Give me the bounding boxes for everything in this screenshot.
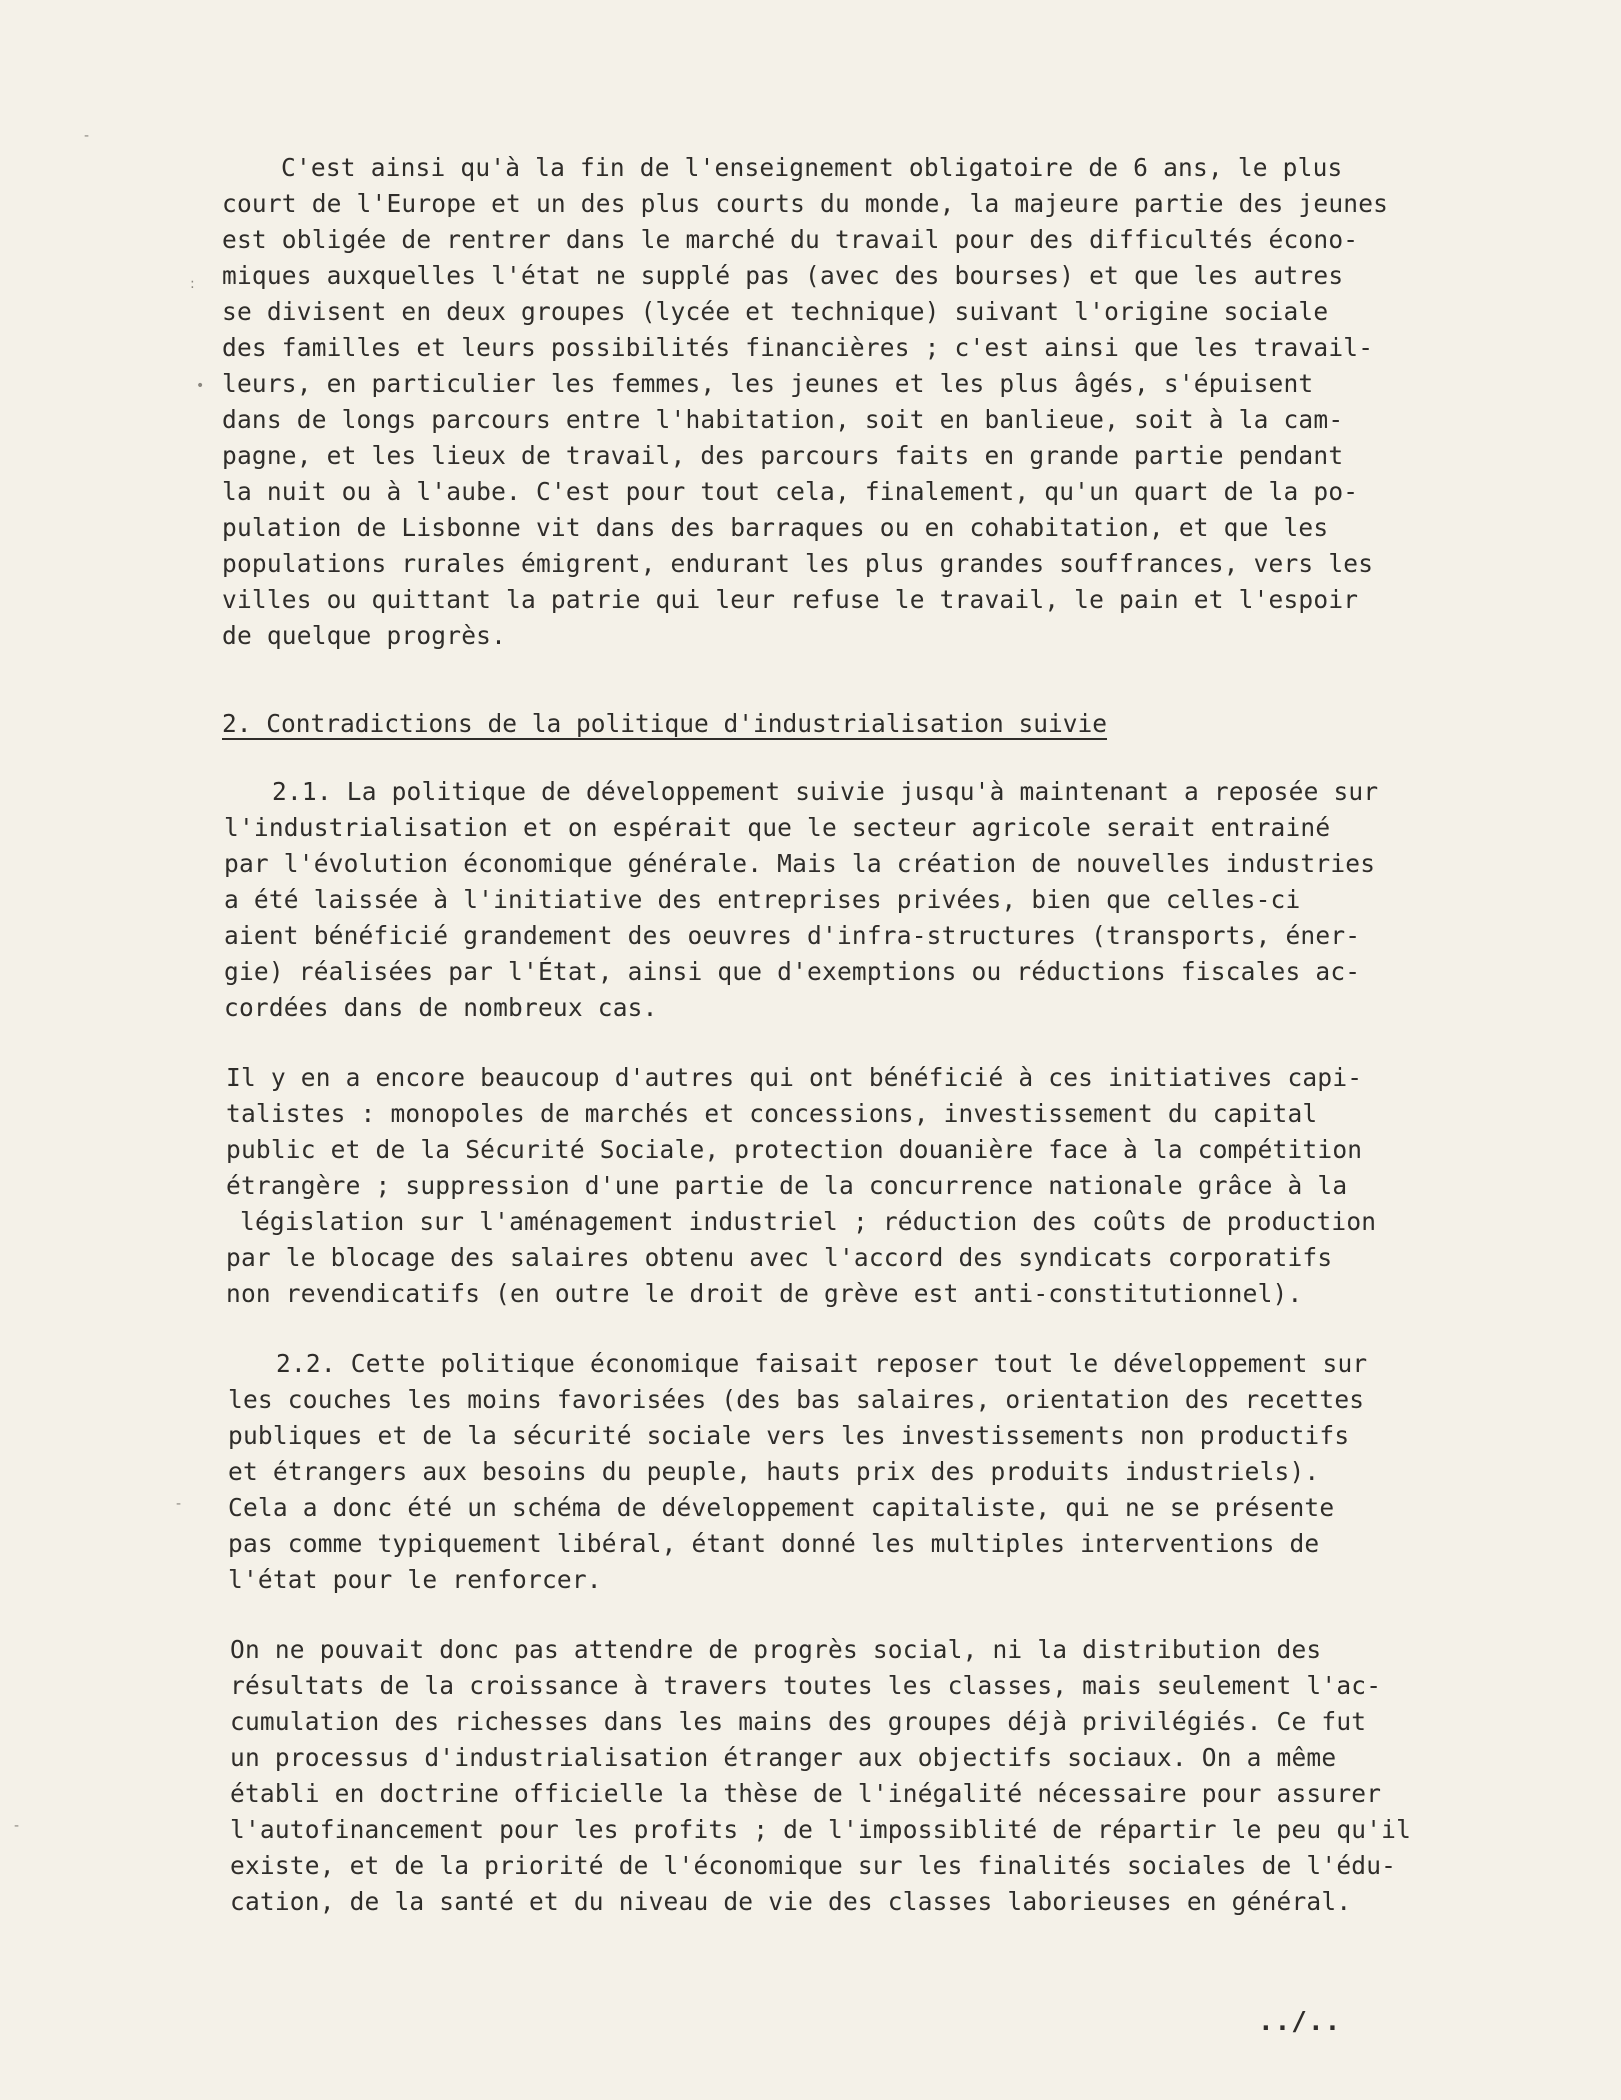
text-line: Cela a donc été un schéma de développement capitaliste, qui ne se présente <box>228 1493 1335 1522</box>
text-line: dans de longs parcours entre l'habitation, soit en banlieue, soit à la cam- <box>222 405 1344 434</box>
text-line: a été laissée à l'initiative des entreprises privées, bien que celles-ci <box>224 885 1301 914</box>
text-line: non revendicatifs (en outre le droit de grève est anti-constitutionnel). <box>226 1279 1303 1308</box>
margin-speck: • <box>196 378 205 394</box>
text-line: les couches les moins favorisées (des bas salaires, orientation des recettes <box>228 1385 1365 1414</box>
text-line: l'autofinancement pour les profits ; de l'impossiblité de répartir le peu qu'il <box>230 1815 1412 1844</box>
text-line: cumulation des richesses dans les mains des groupes déjà privilégiés. Ce fut <box>230 1707 1367 1736</box>
text-line: C'est ainsi qu'à la fin de l'enseignement obligatoire de 6 ans, le plus <box>281 153 1343 182</box>
text-line: cation, de la santé et du niveau de vie des classes laborieuses en général. <box>230 1887 1352 1916</box>
text-line: la nuit ou à l'aube. C'est pour tout cela, finalement, qu'un quart de la po- <box>222 477 1359 506</box>
text-line: publiques et de la sécurité sociale vers les investissements non productifs <box>228 1421 1350 1450</box>
text-line: leurs, en particulier les femmes, les jeunes et les plus âgés, s'épuisent <box>222 369 1314 398</box>
text-line: public et de la Sécurité Sociale, protection douanière face à la compétition <box>226 1135 1363 1164</box>
text-line: villes ou quittant la patrie qui leur refuse le travail, le pain et l'espoir <box>222 585 1359 614</box>
text-line: 2.1. La politique de développement suivie jusqu'à maintenant a reposée sur <box>272 777 1379 806</box>
text-line: cordées dans de nombreux cas. <box>224 993 658 1022</box>
section-heading: 2. Contradictions de la politique d'industrialisation suivie <box>222 709 1108 738</box>
text-line: miques auxquelles l'état ne supplé pas (avec des bourses) et que les autres <box>222 261 1344 290</box>
text-line: résultats de la croissance à travers toutes les classes, mais seulement l'ac- <box>230 1671 1382 1700</box>
text-line: pulation de Lisbonne vit dans des barraques ou en cohabitation, et que les <box>222 513 1329 542</box>
margin-speck: : <box>190 276 195 292</box>
text-line: gie) réalisées par l'État, ainsi que d'exemptions ou réductions fiscales ac- <box>224 957 1361 986</box>
continuation-mark: ../.. <box>1258 2007 1342 2037</box>
margin-speck: - <box>176 1496 182 1512</box>
text-line: existe, et de la priorité de l'économique sur les finalités sociales de l'édu- <box>230 1851 1397 1880</box>
text-line: par l'évolution économique générale. Mais la création de nouvelles industries <box>224 849 1376 878</box>
text-line: populations rurales émigrent, endurant les plus grandes souffrances, vers les <box>222 549 1374 578</box>
text-line: étrangère ; suppression d'une partie de la concurrence nationale grâce à la <box>226 1171 1348 1200</box>
margin-speck: - <box>84 128 90 144</box>
margin-speck: - <box>14 1818 20 1834</box>
text-line: talistes : monopoles de marchés et concessions, investissement du capital <box>226 1099 1318 1128</box>
text-line: 2.2. Cette politique économique faisait reposer tout le développement sur <box>276 1349 1368 1378</box>
text-line: établi en doctrine officielle la thèse de l'inégalité nécessaire pour assurer <box>230 1779 1382 1808</box>
text-line: de quelque progrès. <box>222 621 507 650</box>
text-line: pagne, et les lieux de travail, des parcours faits en grande partie pendant <box>222 441 1344 470</box>
text-line: et étrangers aux besoins du peuple, hauts prix des produits industriels). <box>228 1457 1320 1486</box>
text-line: se divisent en deux groupes (lycée et technique) suivant l'origine sociale <box>222 297 1329 326</box>
text-line: court de l'Europe et un des plus courts du monde, la majeure partie des jeunes <box>222 189 1389 218</box>
text-line: pas comme typiquement libéral, étant donné les multiples interventions de <box>228 1529 1320 1558</box>
text-line: On ne pouvait donc pas attendre de progrès social, ni la distribution des <box>230 1635 1322 1664</box>
text-line: l'état pour le renforcer. <box>228 1565 602 1594</box>
text-line: législation sur l'aménagement industriel ; réduction des coûts de production <box>240 1207 1377 1236</box>
text-line: aient bénéficié grandement des oeuvres d'infra-structures (transports, éner- <box>224 921 1361 950</box>
text-line: est obligée de rentrer dans le marché du travail pour des difficultés écono- <box>222 225 1359 254</box>
text-line: un processus d'industrialisation étranger aux objectifs sociaux. On a même <box>230 1743 1337 1772</box>
text-line: l'industrialisation et on espérait que le secteur agricole serait entrainé <box>224 813 1331 842</box>
text-line: des familles et leurs possibilités financières ; c'est ainsi que les travail- <box>222 333 1374 362</box>
text-line: Il y en a encore beaucoup d'autres qui ont bénéficié à ces initiatives capi- <box>226 1063 1363 1092</box>
text-line: par le blocage des salaires obtenu avec l'accord des syndicats corporatifs <box>226 1243 1333 1272</box>
